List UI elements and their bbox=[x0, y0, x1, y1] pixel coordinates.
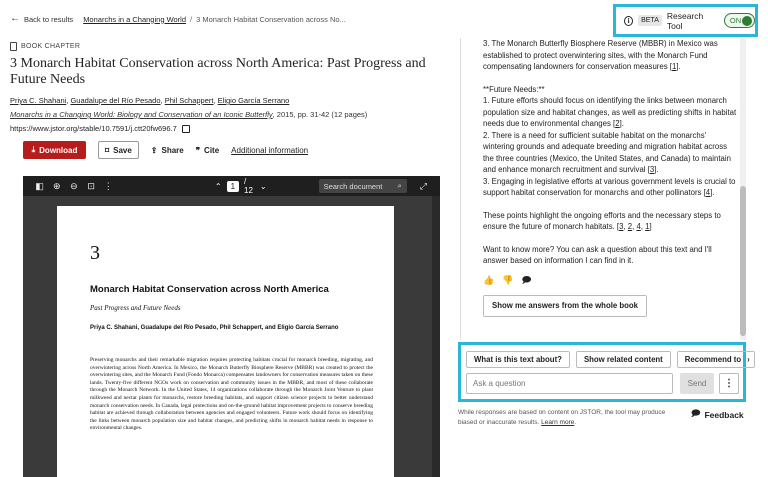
additional-information-link[interactable]: Additional information bbox=[231, 145, 309, 155]
save-button[interactable] bbox=[98, 141, 139, 159]
citation-link[interactable]: 2 bbox=[615, 119, 620, 128]
citation-link[interactable]: 2 bbox=[627, 222, 633, 231]
pdf-viewer bbox=[23, 176, 440, 477]
quote-icon: ❞ bbox=[195, 145, 201, 155]
author-link[interactable]: Guadalupe del Río Pesado bbox=[70, 96, 161, 105]
research-tool-toggle-area bbox=[613, 4, 758, 37]
citation-link[interactable]: 4 bbox=[636, 222, 641, 231]
article-meta bbox=[10, 42, 440, 133]
feedback-icon: 🗩 bbox=[691, 408, 701, 418]
share-label: Share bbox=[161, 145, 184, 155]
suggestion-chip-recommend[interactable] bbox=[677, 351, 755, 368]
scrollbar-thumb[interactable] bbox=[740, 186, 746, 336]
future-needs-heading: **Future Needs:** bbox=[483, 84, 545, 94]
recommend-label: Recommend to bbox=[684, 355, 742, 364]
pdf-chapter-subtitle: Past Progress and Future Needs bbox=[90, 304, 181, 312]
citation-link[interactable]: 1 bbox=[671, 62, 677, 71]
citation-link[interactable]: 4 bbox=[705, 188, 711, 197]
response-feedback-icons bbox=[483, 275, 738, 287]
suggestion-chip-related[interactable]: Show related content bbox=[576, 351, 671, 368]
search-icon: ⌕ bbox=[397, 181, 402, 190]
response-paragraph: **Future Needs:** 1. Future efforts should focus on identifying the links between monarch population size and habitat changes, as well as predicting shifts in habitat needs due to environmental changes [2]. 2. There is a need for sufficient suitable habitat on the monarchs' wintering grounds and adequate breeding and migration habitat across the three countries (Mexico, the United States, and Canada) to maintain and enhance monarch recruitment and survival [3]. 3. Engaging in legislative efforts at various government levels is crucial to support habitat conservation for monarchs and other pollinators [4]. bbox=[483, 84, 737, 197]
content-type bbox=[10, 42, 440, 51]
toggle-knob bbox=[742, 16, 752, 26]
response-paragraph: These points highlight the ongoing efforts and the necessary steps to ensure the future of monarch habitats. [3, 2, 4, 1] bbox=[483, 210, 721, 231]
pdf-chapter-title: Monarch Habitat Conservation across North America bbox=[90, 284, 329, 295]
viewer-toolbar bbox=[23, 176, 440, 196]
share-button[interactable] bbox=[151, 141, 184, 159]
share-icon: ⇪ bbox=[150, 145, 158, 155]
author-link[interactable]: Eligio García Serrano bbox=[217, 96, 290, 105]
prompt-area bbox=[458, 342, 750, 402]
send-button[interactable]: Send bbox=[680, 373, 714, 394]
chevron-down-icon[interactable]: ⌄ bbox=[259, 181, 267, 191]
pdf-abstract: Preserving monarchs and their remarkable migration requires protecting habitats crucial for monarch breeding, migrating, and overwintering across North America. In Mexico, the Monarch Butterfly Biosphere Reserve (MBBR) was created to protect the overwintering sites, and the Monarch Fund (Fondo Monarca) compensates landowners for conservation measures taken on these lands. Twenty-five different NGOs work on conservation and community issues in the MBBR, and most of these collaborate through the Monarch Network. In the United States, 14 organizations collaborate through the Monarch Joint Venture to plant milkweed and nectar plants for monarchs, restore breeding habitats, and support citizen science projects to better understand monarch conservation needs. In Canada, legal protections and on-the-ground habitat improvement projects to conserve breeding habitat are achieved through collaboration between agencies and engaged volunteers. Future work should focus on identifying the links between monarch population size and habitat changes, and predicting shifts in monarch habitat needs in response to environmental changes. bbox=[90, 357, 373, 432]
page-navigator bbox=[215, 177, 267, 195]
cite-label: Cite bbox=[204, 145, 220, 155]
disclaimer: While responses are based on content on JSTOR, the tool may produce biased or inaccurate results. Learn more. bbox=[458, 409, 666, 426]
author-link[interactable]: Phil Schappert bbox=[164, 96, 214, 105]
pdf-page bbox=[57, 206, 394, 477]
stable-url-text: https://www.jstor.org/stable/10.7591/j.ctt20fw696.7 bbox=[10, 124, 177, 133]
research-tool-panel bbox=[460, 38, 746, 340]
suggestion-chips bbox=[466, 351, 755, 368]
author-link[interactable]: Priya C. Shahani bbox=[10, 96, 67, 105]
arrow-left-icon: ← bbox=[10, 13, 20, 24]
back-label: Back to results bbox=[24, 14, 74, 24]
chevron-up-icon[interactable]: ⌃ bbox=[214, 181, 222, 191]
author-list: Priya C. Shahani, Guadalupe del Río Pesado, Phil Schappert, Eligio García Serrano bbox=[10, 96, 290, 105]
feedback-button[interactable] bbox=[691, 408, 744, 422]
viewer-scrollbar[interactable] bbox=[432, 196, 440, 477]
document-icon bbox=[10, 42, 17, 51]
stable-url bbox=[10, 124, 440, 133]
citation-link[interactable]: 3 bbox=[649, 165, 655, 174]
learn-more-link[interactable]: Learn more bbox=[541, 419, 575, 426]
research-tool-label: Research Tool bbox=[666, 10, 704, 31]
comment-icon[interactable]: 🗩 bbox=[521, 274, 532, 285]
more-options-icon[interactable]: ⋮ bbox=[103, 180, 113, 191]
beta-badge: BETA bbox=[638, 15, 662, 26]
disclaimer-text: While responses are based on content on JSTOR, the tool may produce biased or inaccurate results. bbox=[458, 409, 666, 426]
info-icon[interactable]: i bbox=[624, 16, 633, 26]
zoom-out-icon[interactable]: ⊖ bbox=[70, 180, 78, 191]
breadcrumb-separator: / bbox=[190, 14, 193, 24]
citation-link[interactable]: 1 bbox=[645, 222, 650, 231]
cite-button[interactable] bbox=[196, 141, 219, 159]
content-type-label: BOOK CHAPTER bbox=[21, 43, 81, 50]
whole-book-button[interactable]: Show me answers from the whole book bbox=[483, 295, 647, 317]
response-paragraph: 3. The Monarch Butterfly Biosphere Reserve (MBBR) in Mexico was established to protect overwintering sites, with the Monarch Fund compensating landowners for conservation measures [1]. bbox=[483, 39, 718, 71]
response-paragraph: Want to know more? You can ask a question about this text and I'll answer based on information I can find in it. bbox=[483, 244, 712, 265]
breadcrumb-current: 3 Monarch Habitat Conservation across No... bbox=[196, 14, 346, 24]
book-citation bbox=[10, 110, 440, 119]
breadcrumb-book-link[interactable]: Monarchs in a Changing World bbox=[83, 14, 187, 24]
download-label: Download bbox=[39, 145, 78, 155]
bookmark-icon: ⌑ bbox=[105, 145, 110, 155]
sidebar-toggle-icon[interactable]: ◧ bbox=[35, 180, 44, 191]
chat-response bbox=[483, 38, 738, 317]
panel-scrollbar[interactable] bbox=[740, 38, 746, 340]
ask-question-input[interactable]: Ask a question bbox=[466, 373, 673, 394]
page-number-input[interactable]: 1 bbox=[227, 181, 239, 192]
breadcrumb bbox=[10, 14, 346, 24]
more-options-icon[interactable]: ⋮ bbox=[719, 373, 739, 394]
suggestion-chip-about[interactable]: What is this text about? bbox=[466, 351, 570, 368]
copy-icon[interactable] bbox=[182, 125, 190, 133]
citation-link[interactable]: 3 bbox=[619, 222, 624, 231]
pdf-chapter-number: 3 bbox=[90, 242, 100, 264]
download-icon: ⤓ bbox=[31, 145, 36, 154]
toggle-state-label: ON bbox=[729, 16, 742, 25]
research-tool-switch[interactable] bbox=[724, 13, 755, 28]
page-title: 3 Monarch Habitat Conservation across North America: Past Progress and Future Needs bbox=[10, 56, 426, 87]
search-document-placeholder: Search document bbox=[323, 181, 383, 191]
expand-icon[interactable]: ⤢ bbox=[419, 180, 427, 191]
search-document-input[interactable] bbox=[319, 179, 407, 193]
page-total: / 12 bbox=[244, 177, 253, 195]
feedback-label: Feedback bbox=[704, 410, 744, 420]
thumbs-up-icon[interactable]: 👍 bbox=[483, 274, 495, 285]
fit-page-icon[interactable]: ⊡ bbox=[87, 180, 95, 191]
thumbs-down-icon[interactable]: 👎 bbox=[502, 274, 514, 285]
save-label: Save bbox=[113, 145, 132, 155]
chevron-right-icon[interactable]: › bbox=[747, 355, 750, 364]
action-bar bbox=[23, 141, 308, 159]
back-to-results-link[interactable] bbox=[10, 14, 73, 24]
pdf-authors: Priya C. Shahani, Guadalupe del Río Pesado, Phil Schappert, and Eligio García Serrano bbox=[90, 325, 339, 331]
zoom-in-icon[interactable]: ⊕ bbox=[52, 180, 61, 191]
book-title-link[interactable]: Monarchs in a Changing World: Biology and Conservation of an Iconic Butterfly bbox=[10, 110, 273, 119]
book-details: , 2015, pp. 31-42 (12 pages) bbox=[272, 110, 368, 119]
download-button[interactable] bbox=[23, 141, 86, 159]
